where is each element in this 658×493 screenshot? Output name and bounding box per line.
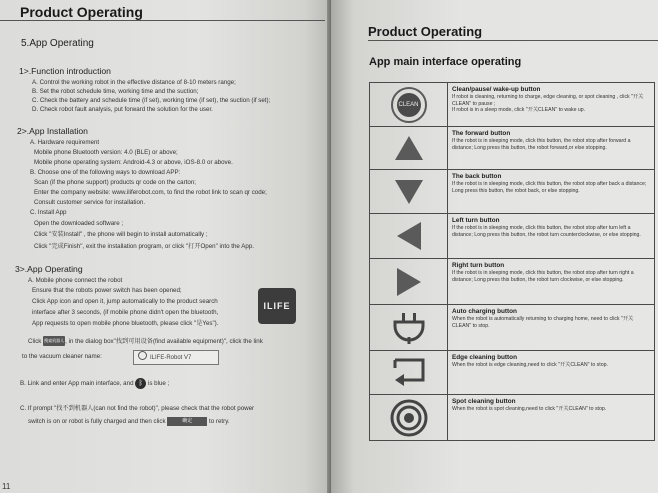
icon-cell (370, 170, 448, 213)
robot-name: ILIFE-Robot V7 (150, 355, 192, 361)
section-title: 5.App Operating (21, 38, 94, 49)
right-header-rule (368, 40, 658, 41)
function-intro-title: 1>.Function introduction (19, 66, 111, 76)
arrow-up-icon (394, 135, 424, 161)
row-desc: When the robot is spot cleaning,need to click "开关CLEAN" to stop. (452, 406, 607, 412)
row-desc: If the robot is in sleeping mode, click this button, the robot stop after forward a distance; Long press this button, the robot forward,or else stopping. (452, 138, 631, 151)
row-title: Right turn button (452, 262, 505, 269)
table-row (369, 126, 655, 169)
row-desc: If the robot is in sleeping mode, click this button, the robot stop after turn right a distance; Long press this button, the robot turn clockwise, or else stopping. (452, 270, 634, 283)
icon-cell (370, 305, 448, 350)
desc-cell (452, 130, 652, 151)
install-line-5: Enter the company website: www.iliferobot.com, to find the robot link to scan qr code; (34, 189, 267, 196)
operating-line-2: Click App icon and open it, jump automatically to the product search (32, 298, 218, 305)
app-operating-title: 3>.App Operating (15, 264, 83, 274)
table-row (369, 258, 655, 304)
arrow-left-icon (396, 221, 422, 251)
table-row (369, 304, 655, 350)
install-line-6: Consult customer service for installation. (34, 199, 146, 206)
plug-icon (392, 311, 426, 345)
right-header: Product Operating (368, 24, 483, 39)
install-line-8: Open the downloaded software ; (34, 220, 124, 227)
c-line-1: C. If prompt "找不到机器人(can not find the robot)", please check that the robot power (20, 405, 255, 412)
operating-line-0: A. Mobile phone connect the robot (28, 277, 123, 284)
row-title: Edge cleaning button (452, 354, 517, 361)
click-search-line (28, 336, 263, 348)
click-rest: , in the dialog box"找到可用设备(find available equipment)", click the link (65, 338, 263, 345)
table-row (369, 350, 655, 394)
clean-label: CLEAN (397, 93, 421, 117)
function-line-b: B. Set the robot schedule time, working time and the suction; (32, 88, 199, 95)
install-line-7: C. Install App (30, 209, 67, 216)
desc-cell (452, 354, 652, 369)
icon-cell (370, 83, 448, 126)
desc-cell (452, 308, 652, 329)
ilife-logo: ILIFE (258, 288, 296, 324)
bluetooth-icon: ᛒ (135, 378, 146, 389)
operating-line-4: App requests to open mobile phone bluetooth, please click "是Yes"). (32, 320, 219, 327)
installation-title: 2>.App Installation (17, 126, 88, 136)
desc-cell (452, 398, 652, 413)
function-line-c: C. Check the battery and schedule time (if set), working time (if set), the suction (if set); (32, 97, 271, 104)
row-title: Auto charging button (452, 308, 517, 315)
icon-cell (370, 214, 448, 258)
c-line-2-text: switch is on or robot is fully charged and then click (28, 418, 166, 425)
install-line-0: A. Hardware requirement (30, 139, 100, 146)
install-line-4: Scan (if the phone support) products qr code on the carton; (34, 179, 197, 186)
install-line-2: Mobile phone operating system: Android-4.3 or above, iOS-8.0 or above. (34, 159, 233, 166)
install-line-3: B. Choose one of the following ways to download APP: (30, 169, 181, 176)
b-line-text: B. Link and enter App main interface, and (20, 380, 134, 388)
row-title: Clean/pause/ wake-up button (452, 86, 541, 93)
install-line-1: Mobile phone Bluetooth version: 4.0 (BLE) or above; (34, 149, 178, 156)
b-line (20, 378, 169, 390)
desc-cell (452, 86, 652, 114)
desc-cell (452, 173, 652, 194)
row-desc: If the robot is in sleeping mode, click this button, the robot stop after back a distance; Long press this button, the robot back, or else stopping. (452, 181, 647, 194)
desc-cell (452, 262, 652, 283)
left-header: Product Operating (20, 4, 143, 20)
row-title: The back button (452, 173, 502, 180)
operating-line-3: interface after 3 seconds, (if mobile phone didn't open the bluetooth, (32, 309, 219, 316)
row-title: Spot cleaning button (452, 398, 516, 405)
operating-line-1: Ensure that the robots power switch has been opened; (32, 287, 182, 294)
icon-cell (370, 395, 448, 440)
function-line-d: D. Check robot fault analysis, put forward the solution for the user. (32, 106, 213, 113)
row-title: The forward button (452, 130, 511, 137)
row-title: Left turn button (452, 217, 500, 224)
edge-return-icon (391, 358, 427, 388)
table-row (369, 82, 655, 126)
function-line-a: A. Control the working robot in the effective distance of 8-10 meters range; (32, 79, 236, 86)
right-section-title: App main interface operating (369, 56, 522, 68)
icon-cell (370, 259, 448, 304)
left-header-rule (0, 20, 325, 21)
clean-circle-icon (391, 87, 427, 123)
c-line-2 (28, 416, 230, 427)
spot-target-icon (390, 399, 428, 437)
icon-cell (370, 351, 448, 394)
table-row (369, 213, 655, 258)
table-row (369, 169, 655, 213)
confirm-button: 确定 (167, 417, 207, 426)
robot-icon (138, 351, 147, 360)
arrow-down-icon (394, 179, 424, 205)
icon-cell (370, 127, 448, 169)
install-line-10: Click "完成Finish", exit the installation program, or click "打开Open" into the App. (34, 243, 254, 250)
row-desc: If the robot is in sleeping mode, click this button, the robot stop after turn left a distance; Long press this button, the robot turn counterclockwise, or else stopping. (452, 225, 641, 238)
install-line-9: Click "安装Install" , the phone will begin to install automatically ; (34, 231, 208, 238)
search-robot-button: 搜索机器人 (43, 336, 65, 346)
b-line-end: is blue ; (147, 380, 170, 388)
row-desc: If robot is cleaning, returning to charge, edge cleaning, or spot cleaning , click "开关CLEAN" to pause ; If robot is in a sleep mode, click "开关CLEAN" to wake up. (452, 94, 644, 114)
row-desc: When the robot is edge cleaning,need to click "开关CLEAN" to stop. (452, 362, 608, 368)
table-row (369, 394, 655, 441)
click-word: Click (28, 338, 42, 345)
vacuum-name-line: to the vacuum cleaner name: (22, 353, 102, 360)
arrow-right-icon (396, 267, 422, 297)
page-number: 11 (2, 482, 11, 491)
row-desc: When the robot is automatically returning to charging home, need to click "开关CLEAN" to stop. (452, 316, 634, 329)
desc-cell (452, 217, 652, 238)
c-line-2-end: to retry. (209, 418, 230, 425)
robot-name-box (133, 350, 219, 365)
